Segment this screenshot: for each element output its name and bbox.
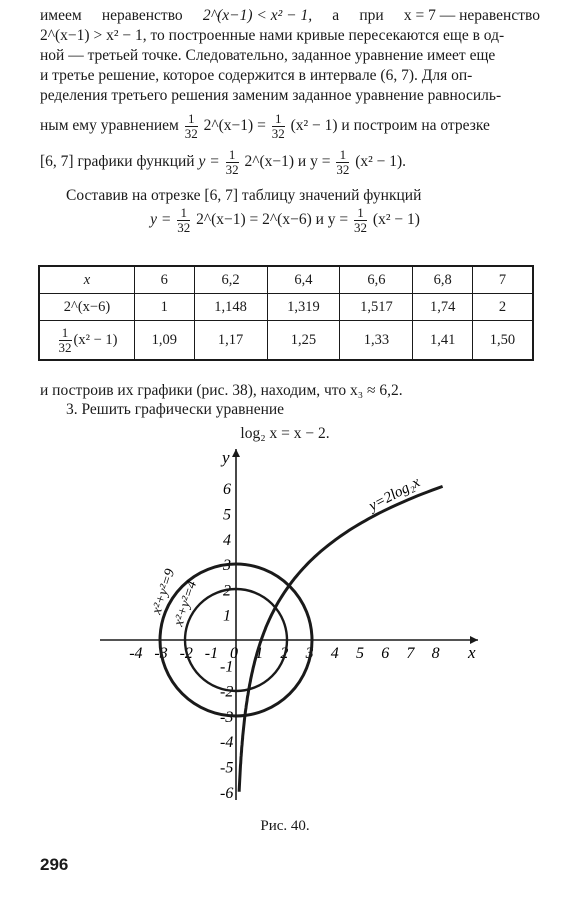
paragraph-after-table: и построив их графики (рис. 38), находим, что x₃ ≈ 6,2.: [40, 382, 403, 399]
table-cell: 1,517: [340, 294, 413, 321]
y-tick-label: 1: [223, 607, 231, 625]
word: x = 7 — неравенство: [403, 7, 540, 24]
paragraph-line-6: [40, 112, 540, 141]
word: имеем: [40, 7, 82, 24]
fraction-numerator: 1: [336, 148, 349, 163]
word: при: [359, 7, 384, 24]
table-cell: 1: [135, 294, 195, 321]
fraction-numerator: 1: [59, 326, 72, 341]
page-number: 296: [40, 855, 69, 874]
paragraph-line-2: 2^(x−1) > x² − 1, то построенные нами кривые пересекаются еще в од-: [40, 27, 505, 44]
x-axis-label: x: [468, 643, 476, 662]
table-cell: 1,74: [413, 294, 473, 321]
fraction: [226, 148, 239, 177]
x-tick-label: -2: [179, 645, 193, 662]
text-fragment: [6, 7] графики функций: [40, 153, 195, 171]
table-cell: 6: [135, 266, 195, 294]
table-cell: 7: [472, 266, 533, 294]
table-cell: 1,33: [340, 321, 413, 361]
task-3-heading: 3. Решить графически уравнение: [66, 401, 285, 418]
word: неравенство: [101, 7, 183, 24]
fraction: [336, 148, 349, 177]
word: а: [332, 7, 340, 24]
fraction-denominator: 32: [177, 220, 191, 235]
text-fragment: (x² − 1) и построим на отрезке: [290, 117, 490, 135]
y-axis-label: y: [222, 448, 230, 467]
table-row: [39, 294, 533, 321]
inequality: 2^(x−1) < x² − 1,: [202, 7, 313, 24]
fraction-numerator: 1: [226, 148, 239, 163]
paragraph-2-line-1: Составив на отрезке [6, 7] таблицу значений функций: [66, 187, 422, 204]
x-tick-label: 8: [431, 645, 440, 662]
paragraph-2-formula: [0, 206, 570, 235]
fraction-denominator: 32: [271, 126, 285, 141]
table-cell: 6,6: [340, 266, 413, 294]
table-cell: 6,2: [194, 266, 267, 294]
x-tick-label: 7: [406, 645, 415, 662]
text-fragment: (x² − 1).: [355, 153, 407, 171]
table-cell: 1,41: [413, 321, 473, 361]
table-cell: 6,8: [413, 266, 473, 294]
y-axis-arrow: [232, 449, 240, 457]
x-tick-label: 4: [330, 645, 339, 662]
row-header: x: [39, 266, 135, 294]
row-header-text: (x² − 1): [73, 331, 118, 348]
x-tick-label: 6: [381, 645, 390, 662]
fraction-numerator: 1: [272, 112, 285, 127]
paragraph-line-7: [40, 148, 540, 177]
x-tick-label: -3: [154, 645, 168, 662]
x-tick-label: -4: [129, 645, 143, 662]
table-cell: 1,319: [267, 294, 340, 321]
x-tick-label: 2: [280, 645, 289, 662]
table-cell: 1,25: [267, 321, 340, 361]
fraction-denominator: 32: [225, 162, 239, 177]
fraction-numerator: 1: [177, 206, 190, 221]
fraction: [272, 112, 285, 141]
fraction: [59, 326, 72, 355]
y-tick-label: 6: [223, 481, 231, 499]
x-tick-label: 3: [305, 645, 314, 662]
circle-big-label: x²+y²=9: [149, 567, 179, 617]
text-fragment: y =: [198, 153, 220, 171]
x-tick-label: 5: [356, 645, 364, 662]
y-tick-label: -2: [220, 683, 234, 701]
fraction-numerator: 1: [185, 112, 198, 127]
table-cell: 6,4: [267, 266, 340, 294]
y-tick-label: 4: [223, 531, 231, 549]
graph-figure: [0, 445, 570, 815]
x-tick-label: 0: [230, 645, 238, 662]
fraction: [177, 206, 190, 235]
log-curve: [239, 486, 442, 791]
y-tick-label: -4: [220, 734, 234, 752]
fraction-denominator: 32: [58, 339, 72, 355]
y-tick-labels: [220, 481, 233, 802]
table-row: [39, 321, 533, 361]
fraction-denominator: 32: [184, 126, 198, 141]
axes: [100, 448, 478, 800]
fraction-numerator: 1: [354, 206, 367, 221]
paragraph-line-5: ределения третьего решения заменим заданное уравнение равносиль-: [40, 87, 502, 104]
y-tick-label: 3: [223, 557, 231, 575]
paragraph-line-1: [40, 6, 540, 26]
row-header: 2^(x−6): [39, 294, 135, 321]
y-tick-label: -3: [220, 708, 234, 726]
text-fragment: (x² − 1): [372, 211, 420, 229]
x-tick-label: -1: [204, 645, 219, 662]
text-fragment: 2^(x−1) = 2^(x−6) и y =: [196, 211, 349, 229]
table-cell: 1,50: [472, 321, 533, 361]
text-fragment: y =: [150, 211, 172, 229]
paragraph-line-4: и третье решение, которое содержится в интервале (6, 7). Для оп-: [40, 67, 473, 84]
y-tick-label: 5: [223, 506, 231, 524]
curve-label: y=2log₂x: [366, 474, 423, 515]
y-tick-label: 2: [223, 582, 231, 600]
fraction: [185, 112, 198, 141]
fraction-denominator: 32: [354, 220, 368, 235]
table-cell: 1,09: [135, 321, 195, 361]
figure-caption: Рис. 40.: [260, 818, 310, 834]
task-3-equation: log₂ x = x − 2.: [240, 425, 330, 442]
table-cell: 1,148: [194, 294, 267, 321]
row-header: [39, 321, 135, 361]
table-cell: 1,17: [194, 321, 267, 361]
text-fragment: ным ему уравнением: [40, 117, 179, 135]
paragraph-line-3: ной — третьей точке. Следовательно, заданное уравнение имеет еще: [40, 47, 496, 64]
fraction: [354, 206, 367, 235]
x-tick-label: 1: [255, 645, 264, 662]
text-fragment: 2^(x−1) =: [203, 117, 266, 135]
text-fragment: 2^(x−1) и y =: [244, 153, 331, 171]
circle-small-label: x²+y²=4: [171, 579, 201, 629]
table-cell: 2: [472, 294, 533, 321]
values-table: [38, 265, 534, 361]
y-tick-label: -6: [220, 784, 234, 802]
table-row: [39, 266, 533, 294]
y-tick-label: -1: [220, 658, 234, 676]
y-tick-label: -5: [220, 759, 234, 777]
fraction-denominator: 32: [336, 162, 350, 177]
